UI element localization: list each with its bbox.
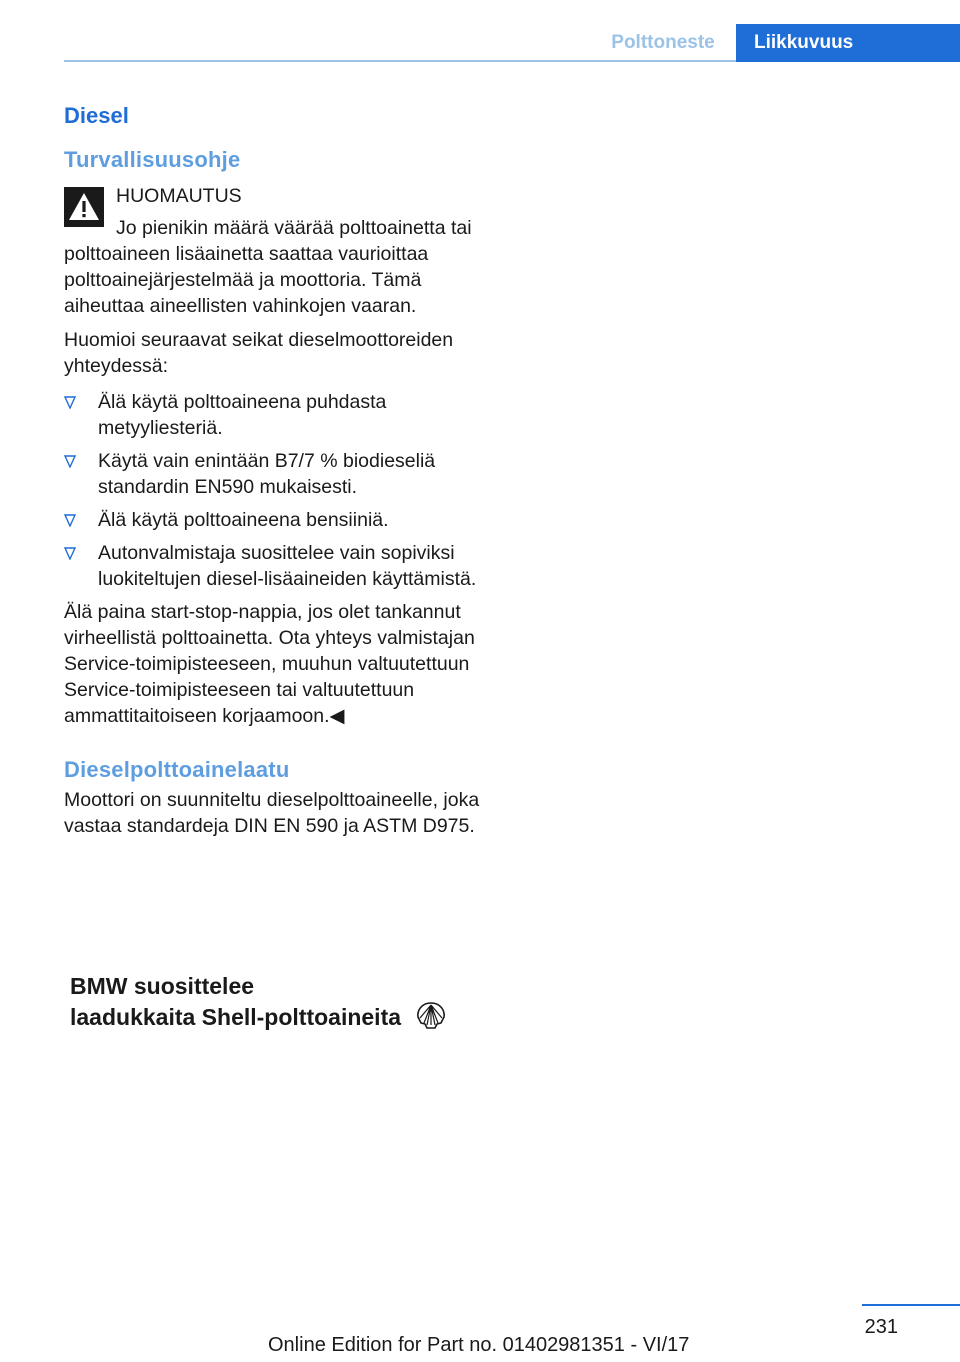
safety-heading: Turvallisuusohje [64, 147, 241, 172]
list-item-text: Älä käytä polttoaineena bensiiniä. [98, 509, 389, 531]
list-item-text: Käytä vain enintään B7/7 % biodieseliä standardin EN590 mukaisesti. [98, 450, 436, 498]
advert-line-2-row [70, 1001, 480, 1032]
warning-label: HUOMAUTUS [116, 185, 242, 207]
tab-liikkuvuus[interactable]: Liikkuvuus [736, 24, 960, 62]
quality-text: Moottori on suunniteltu dieselpolttoaineelle, joka vastaa standardeja DIN EN 590 ja ASTM D975. [64, 789, 480, 837]
footer-rule [862, 1304, 960, 1306]
advert-line-2: laadukkaita Shell-polttoaineita [70, 1004, 402, 1030]
list-item [64, 389, 482, 441]
triangle-bullet-icon [64, 547, 76, 560]
list-item-text: Autonvalmistaja suosittelee vain sopiviksi luokiteltujen diesel-lisäaineiden käyttämistä. [98, 542, 477, 590]
triangle-bullet-icon [64, 455, 76, 468]
edition-text: Online Edition for Part no. 01402981351 - VI/17 [268, 1334, 690, 1356]
page-number: 231 [864, 1316, 898, 1338]
bullet-list [64, 389, 482, 592]
triangle-bullet-icon [64, 514, 76, 527]
advert-line-1: BMW suosittelee [70, 973, 255, 999]
triangle-bullet-icon [64, 396, 76, 409]
list-item-text: Älä käytä polttoaineena puhdasta metyyliesteriä. [98, 391, 387, 439]
main-content [64, 96, 482, 839]
warning-triangle-icon [64, 187, 104, 227]
closing-text: Älä paina start-stop-nappia, jos olet tankannut virheellistä polttoainetta. Ota yhteys valmistajan Service-toimipisteeseen, muuhun valtuutettuun Service-toimipisteeseen tai valtuutettuun ammattitaitoiseen korjaamoon.◀ [64, 601, 475, 727]
list-item [64, 448, 482, 500]
warning-text: Jo pienikin määrä väärää polttoainetta tai polttoaineen lisäainetta saattaa vaurioittaa polttoainejärjestelmää ja moottoria. Tämä aiheuttaa aineellisten vahinkojen vaaran. [64, 217, 472, 317]
warning-block [64, 183, 482, 319]
section-title: Diesel [64, 103, 129, 128]
tab-polttoneste[interactable]: Polttoneste [611, 32, 715, 53]
intro-text: Huomioi seuraavat seikat dieselmoottoreiden yhteydessä: [64, 329, 454, 377]
list-item [64, 507, 482, 533]
quality-heading: Dieselpolttoainelaatu [64, 757, 290, 782]
shell-logo-icon [415, 1001, 447, 1029]
list-item [64, 540, 482, 592]
shell-advert [70, 972, 480, 1032]
